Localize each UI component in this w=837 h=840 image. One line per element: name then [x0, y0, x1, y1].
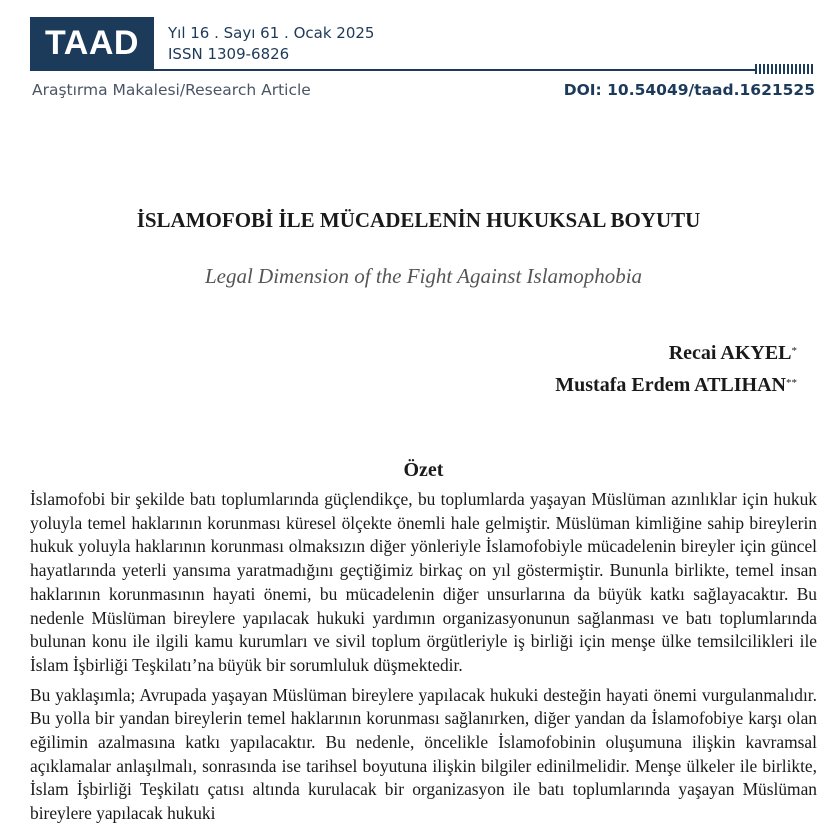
article-subtitle: Legal Dimension of the Fight Against Islamophobia: [204, 264, 643, 288]
author-name: Recai AKYEL: [668, 342, 792, 364]
journal-logo[interactable]: TAAD: [30, 17, 154, 69]
header-rule: [30, 69, 755, 71]
issn-line: ISSN 1309-6826: [168, 45, 290, 63]
author-2: [555, 369, 797, 401]
abstract-paragraph: Bu yaklaşımla; Avrupada yaşayan Müslüman bireylere yapılacak hukuki desteğin hayati önemi vurgulanmalıdır. Bu yolla bir yandan bireylerin temel haklarının korunması sağlanırken, diğer yandan da İslamofobiye karşı olan eğilimin azalmasına katkı yapılacaktır. Bu nedenle, öncelikle İslamofobinin oluşumuna ilişkin kavramsal açıklamalar anlaşılmalı, sonrasında ise tarihsel boyutuna ilişkin bilgiler edinilmelidir. Menşe ülkeler ile birlikte, İslam İşbirliği Teşkilatı çatısı altında kurulacak bir organizasyon ile batı toplumlarında yaşayan Müslüman bireylere yapılacak hukuki: [30, 684, 817, 824]
doi-link[interactable]: DOI: 10.54049/taad.1621525: [563, 81, 815, 99]
barcode-decoration: [755, 64, 815, 74]
author-list: [555, 337, 797, 401]
article-title: İSLAMOFOBİ İLE MÜCADELENİN HUKUKSAL BOYUTU: [136, 208, 701, 232]
abstract-heading: Özet: [403, 459, 444, 481]
abstract-body: [30, 488, 817, 832]
author-name: Mustafa Erdem ATLIHAN: [555, 374, 786, 396]
journal-header: [30, 17, 815, 105]
issue-line: Yıl 16 . Sayı 61 . Ocak 2025: [168, 24, 375, 42]
article-type-label: Araştırma Makalesi/Research Article: [32, 81, 311, 99]
abstract-paragraph: İslamofobi bir şekilde batı toplumlarında güçlendikçe, bu toplumlarda yaşayan Müslüman azınlıklar için hukuk yoluyla temel haklarının korunması küresel ölçekte önemli hale gelmiştir. Müslüman kimliğine sahip bireylerin hukuk yoluyla haklarının korunması olmaksızın diğer yönleriyle İslamofobiyle mücadelenin bireyler için güncel hayatlarında yeterli yansıma yaratmadığını geçtiğimiz birkaç on yıl göstermiştir. Bununla birlikte, temel insan haklarının korunmasının hayati önemi, bu mücadelenin diğer unsurlarına da büyük katkı sağlayacaktır. Bu nedenle Müslüman bireylere yapılacak hukuki yardımın organizasyonunun sağlanması ve batı toplumlarında bulunan konu ile ilgili kamu kurumları ve sivil toplum örgütleriyle iş birliği için menşe ülke temsilcilikleri ile İslam İşbirliği Teşkilatı’na büyük bir sorumluluk düşmektedir.: [30, 489, 817, 675]
author-1: [555, 337, 797, 369]
footnote-mark[interactable]: *: [791, 345, 797, 357]
footnote-mark[interactable]: **: [786, 377, 797, 389]
journal-meta: [168, 23, 374, 65]
